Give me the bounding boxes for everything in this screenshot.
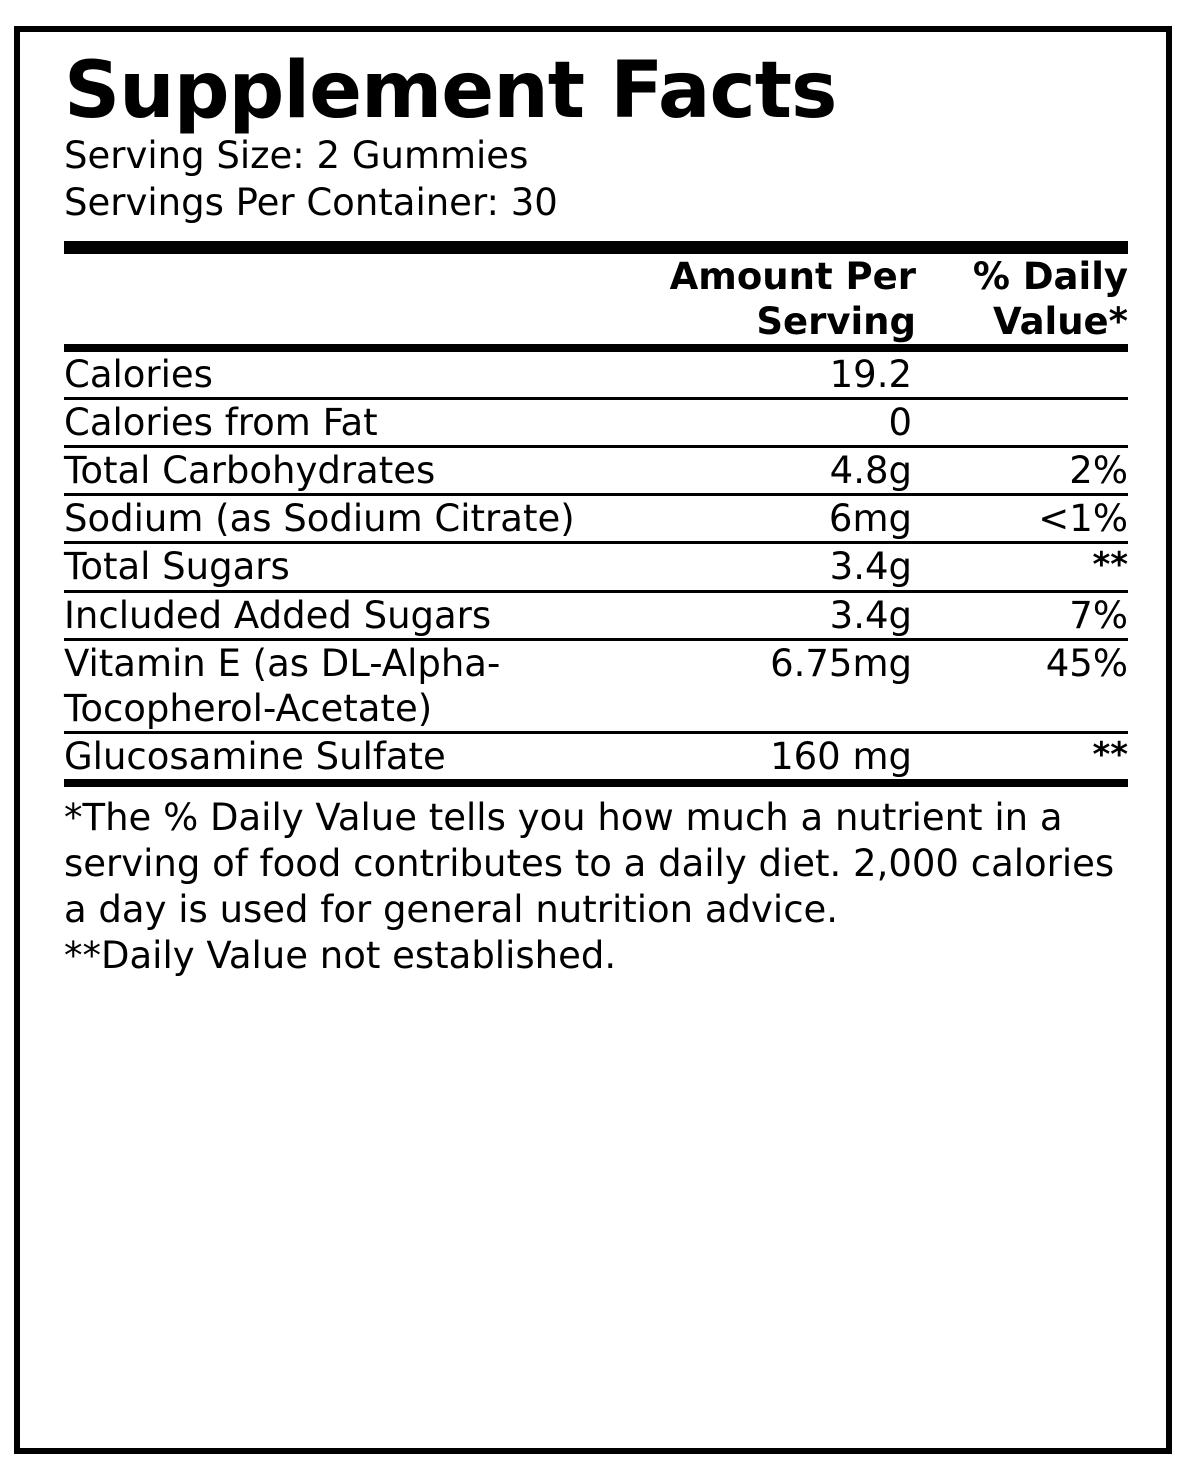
nutrient-amount: 6mg — [654, 495, 916, 543]
footnote-daily-value-explanation: *The % Daily Value tells you how much a nutrient in a serving of food contributes to a daily diet. 2,000 calories a day is used for general nutrition advice. — [64, 796, 1115, 931]
header-daily-value — [916, 254, 1128, 344]
table-row — [64, 495, 1128, 543]
footnote-not-established: **Daily Value not established. — [64, 933, 617, 977]
nutrient-amount: 3.4g — [654, 591, 916, 639]
serving-size-text: Serving Size: 2 Gummies — [64, 134, 529, 177]
divider-thick-top — [64, 241, 1128, 254]
supplement-facts-content — [64, 46, 1128, 979]
divider-above-footnote — [64, 779, 1128, 787]
nutrient-rows-table — [64, 352, 1128, 779]
header-amount-line2: Serving — [756, 299, 916, 343]
nutrient-name: Calories from Fat — [64, 399, 654, 447]
table-row — [64, 447, 1128, 495]
nutrient-daily-value: 7% — [916, 591, 1128, 639]
nutrition-table — [64, 254, 1128, 344]
nutrient-name: Vitamin E (as DL-Alpha-Tocopherol-Acetate) — [64, 639, 654, 732]
nutrient-daily-value: 2% — [916, 447, 1128, 495]
table-row — [64, 639, 1128, 732]
nutrient-name: Calories — [64, 352, 213, 396]
nutrient-amount: 6.75mg — [654, 639, 916, 732]
supplement-facts-panel — [14, 26, 1172, 1454]
table-row — [64, 591, 1128, 639]
nutrient-name: Glucosamine Sulfate — [64, 732, 654, 779]
header-amount-per-serving — [654, 254, 916, 344]
table-row — [64, 352, 1128, 399]
divider-under-header — [64, 344, 1128, 352]
nutrient-amount: 0 — [654, 399, 916, 447]
header-amount-line1: Amount Per — [669, 254, 916, 298]
nutrient-daily-value: <1% — [916, 495, 1128, 543]
nutrient-amount: 160 mg — [654, 732, 916, 779]
nutrient-name: Total Sugars — [64, 543, 654, 591]
nutrient-name: Sodium (as Sodium Citrate) — [64, 495, 654, 543]
header-spacer — [64, 254, 654, 344]
servings-per-container-text: Servings Per Container: 30 — [64, 181, 558, 225]
nutrient-daily-value: ** — [916, 732, 1128, 779]
nutrient-name: Total Carbohydrates — [64, 447, 654, 495]
nutrient-name: Included Added Sugars — [64, 591, 654, 639]
footnote-block — [64, 787, 1128, 979]
header-dv-line1: % Daily — [972, 254, 1128, 298]
table-row — [64, 399, 1128, 447]
nutrient-amount: 3.4g — [654, 543, 916, 591]
nutrient-amount: 4.8g — [654, 447, 916, 495]
nutrient-daily-value: 45% — [916, 639, 1128, 732]
table-row — [64, 732, 1128, 779]
table-header-row — [64, 254, 1128, 344]
page-title: Supplement Facts — [64, 46, 837, 136]
table-row — [64, 543, 1128, 591]
nutrient-daily-value: ** — [916, 543, 1128, 591]
nutrient-daily-value — [916, 352, 1128, 399]
nutrient-amount: 19.2 — [829, 352, 912, 396]
header-dv-line2: Value* — [992, 299, 1128, 343]
nutrient-daily-value — [916, 399, 1128, 447]
